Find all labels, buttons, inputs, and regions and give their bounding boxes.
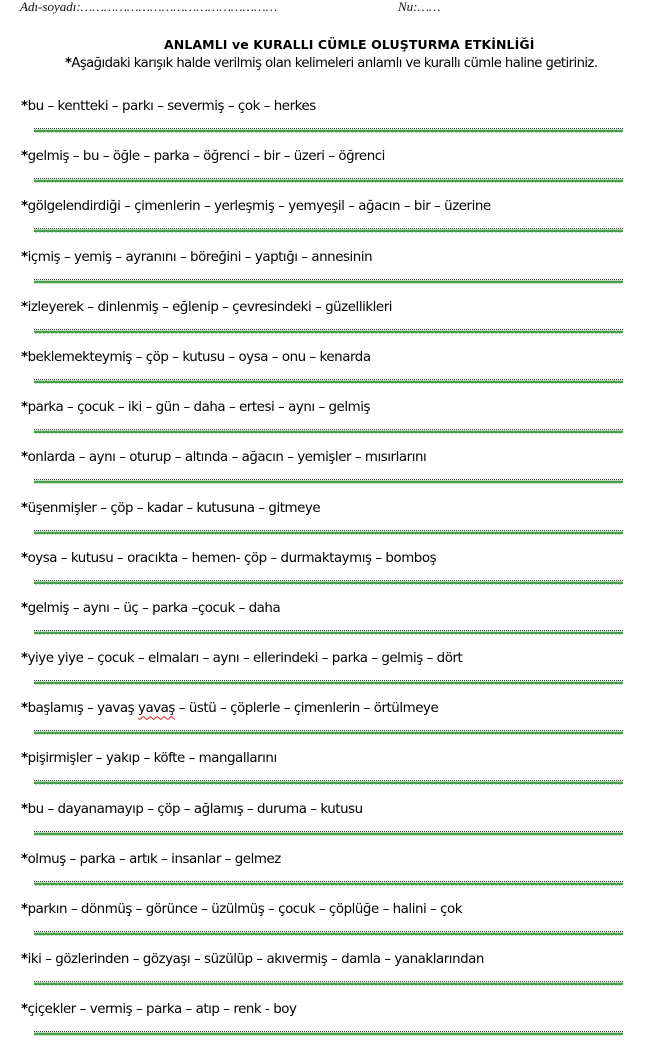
answer-line[interactable]: [34, 379, 623, 385]
scrambled-words: [21, 448, 426, 468]
answer-line[interactable]: [34, 680, 623, 686]
star-bullet: *: [21, 149, 28, 165]
answer-line[interactable]: [34, 580, 623, 586]
instruction-text: [65, 56, 664, 71]
exercise-item: [0, 348, 664, 398]
grammar-underline: [34, 1032, 623, 1036]
star-bullet: *: [21, 450, 28, 466]
word-list: parkın – dönmüş – görünce – üzülmüş – çocuk – çöplüğe – halini – çok: [27, 902, 463, 917]
student-info-header: [20, 0, 480, 14]
scrambled-words: [21, 599, 280, 619]
word-list: beklemekteymiş – çöp – kutusu – oysa – onu – kenarda: [27, 349, 371, 365]
grammar-underline: [34, 380, 623, 384]
answer-line[interactable]: [34, 178, 623, 184]
word-list: gelmiş – aynı – üç – parka –çocuk – daha: [27, 600, 281, 616]
answer-line[interactable]: [34, 1031, 623, 1037]
exercise-item: [0, 398, 664, 448]
instruction-body: Aşağıdaki karışık halde verilmiş olan kelimeleri anlamlı ve kurallı cümle haline getiriniz.: [71, 56, 598, 71]
word-list: izleyerek – dinlenmiş – eğlenip – çevresindeki – güzellikleri: [27, 299, 393, 315]
grammar-underline: [34, 430, 623, 434]
scrambled-words: [21, 950, 484, 970]
answer-line[interactable]: [34, 429, 623, 435]
word-list: bu – kentteki – parkı – severmiş – çok – herkes: [27, 99, 316, 114]
answer-line[interactable]: [34, 128, 623, 134]
exercise-item: [0, 699, 664, 749]
grammar-underline: [34, 731, 623, 735]
star-bullet: *: [21, 349, 28, 365]
star-bullet: *: [21, 801, 28, 817]
star-bullet: *: [21, 851, 28, 867]
word-list: parka – çocuk – iki – gün – daha – ertesi – aynı – gelmiş: [27, 400, 370, 416]
scrambled-words: [21, 649, 462, 669]
page-title: ANLAMLI ve KURALLI CÜMLE OLUŞTURMA ETKİNLİĞİ: [164, 37, 535, 52]
exercise-item: [0, 850, 664, 900]
scrambled-words: [21, 197, 491, 217]
word-list: çiçekler – vermiş – parka – atıp – renk - boy: [27, 1002, 297, 1018]
star-bullet: *: [21, 751, 28, 767]
word-list: bu – dayanamayıp – çöp – ağlamış – duruma – kutusu: [27, 801, 363, 817]
scrambled-words: [21, 699, 438, 719]
word-list: gölgelendirdiği – çimenlerin – yerleşmiş – yemyeşil – ağacın – bir – üzerine: [27, 199, 491, 215]
star-bullet: *: [21, 550, 28, 566]
scrambled-words: [21, 248, 372, 268]
exercise-item: [0, 97, 664, 147]
exercise-item: [0, 749, 664, 799]
word-list: yiye yiye – çocuk – elmaları – aynı – ellerindeki – parka – gelmiş – dört: [27, 651, 463, 667]
star-bullet: *: [21, 500, 28, 516]
star-bullet: *: [21, 199, 28, 215]
scrambled-words: [21, 800, 363, 820]
word-list: onlarda – aynı – oturup – altında – ağacın – yemişler – mısırlarını: [27, 450, 427, 466]
word-list: üşenmişler – çöp – kadar – kutusuna – gitmeye: [27, 500, 321, 516]
exercise-item: [0, 800, 664, 850]
grammar-underline: [34, 179, 623, 183]
star-bullet: *: [21, 952, 28, 968]
exercise-item: [0, 599, 664, 649]
scrambled-words: [21, 749, 277, 769]
star-bullet: *: [21, 249, 28, 265]
scrambled-words: [21, 900, 462, 920]
exercise-item: [0, 298, 664, 348]
exercise-list: [0, 97, 664, 1051]
scrambled-words: [21, 1000, 297, 1020]
star-bullet: *: [65, 56, 72, 71]
scrambled-words: [21, 499, 320, 519]
scrambled-words: [21, 549, 436, 569]
word-list: – üstü – çöplerle – çimenlerin – örtülmeye: [174, 701, 439, 717]
star-bullet: *: [21, 400, 28, 416]
answer-line[interactable]: [34, 931, 623, 937]
answer-line[interactable]: [34, 329, 623, 335]
answer-line[interactable]: [34, 981, 623, 987]
star-bullet: *: [21, 99, 28, 114]
grammar-underline: [34, 330, 623, 334]
star-bullet: *: [21, 1002, 28, 1018]
scrambled-words: [21, 398, 370, 418]
grammar-underline: [34, 832, 623, 836]
star-bullet: *: [21, 299, 28, 315]
grammar-underline: [34, 982, 623, 986]
exercise-item: [0, 248, 664, 298]
answer-line[interactable]: [34, 479, 623, 485]
word-list: içmiş – yemiş – ayranını – böreğini – yaptığı – annesinin: [27, 249, 373, 265]
exercise-item: [0, 499, 664, 549]
answer-line[interactable]: [34, 228, 623, 234]
grammar-underline: [34, 681, 623, 685]
grammar-underline: [34, 882, 623, 886]
name-field-label[interactable]: Adı-soyadı:……………………………………………: [20, 0, 278, 14]
grammar-underline: [34, 581, 623, 585]
exercise-item: [0, 448, 664, 498]
exercise-item: [0, 900, 664, 950]
word-list: oysa – kutusu – oracıkta – hemen- çöp – durmaktaymış – bomboş: [27, 550, 437, 566]
word-list: gelmiş – bu – öğle – parka – öğrenci – bir – üzeri – öğrenci: [27, 149, 385, 165]
word-list: pişirmişler – yakıp – köfte – mangallarını: [27, 751, 277, 767]
answer-line[interactable]: [34, 831, 623, 837]
number-field-label[interactable]: Nu:……: [398, 0, 441, 14]
scrambled-words: [21, 348, 371, 368]
grammar-underline: [34, 781, 623, 785]
scrambled-words: [21, 147, 385, 167]
word-list: iki – gözlerinden – gözyaşı – süzülüp – akıvermiş – damla – yanaklarından: [27, 952, 484, 968]
answer-line[interactable]: [34, 730, 623, 736]
answer-line[interactable]: [34, 881, 623, 887]
exercise-item: [0, 549, 664, 599]
scrambled-words: [21, 850, 281, 870]
spellcheck-flagged-word[interactable]: yavaş: [137, 701, 175, 717]
exercise-item: [0, 950, 664, 1000]
word-list: başlamış – yavaş: [27, 701, 138, 717]
star-bullet: *: [21, 902, 28, 917]
scrambled-words: [21, 298, 392, 318]
scrambled-words: [21, 97, 316, 117]
exercise-item: [0, 197, 664, 247]
grammar-underline: [34, 229, 623, 233]
exercise-item: [0, 147, 664, 197]
answer-line[interactable]: [34, 279, 623, 285]
star-bullet: *: [21, 600, 28, 616]
exercise-item: [0, 1000, 664, 1050]
answer-line[interactable]: [34, 530, 623, 536]
star-bullet: *: [21, 651, 28, 667]
answer-line[interactable]: [34, 780, 623, 786]
answer-line[interactable]: [34, 630, 623, 636]
grammar-underline: [34, 129, 623, 133]
grammar-underline: [34, 631, 623, 635]
grammar-underline: [34, 480, 623, 484]
word-list: olmuş – parka – artık – insanlar – gelmez: [27, 851, 281, 867]
grammar-underline: [34, 932, 623, 936]
grammar-underline: [34, 280, 623, 284]
exercise-item: [0, 649, 664, 699]
star-bullet: *: [21, 701, 28, 717]
grammar-underline: [34, 531, 623, 535]
